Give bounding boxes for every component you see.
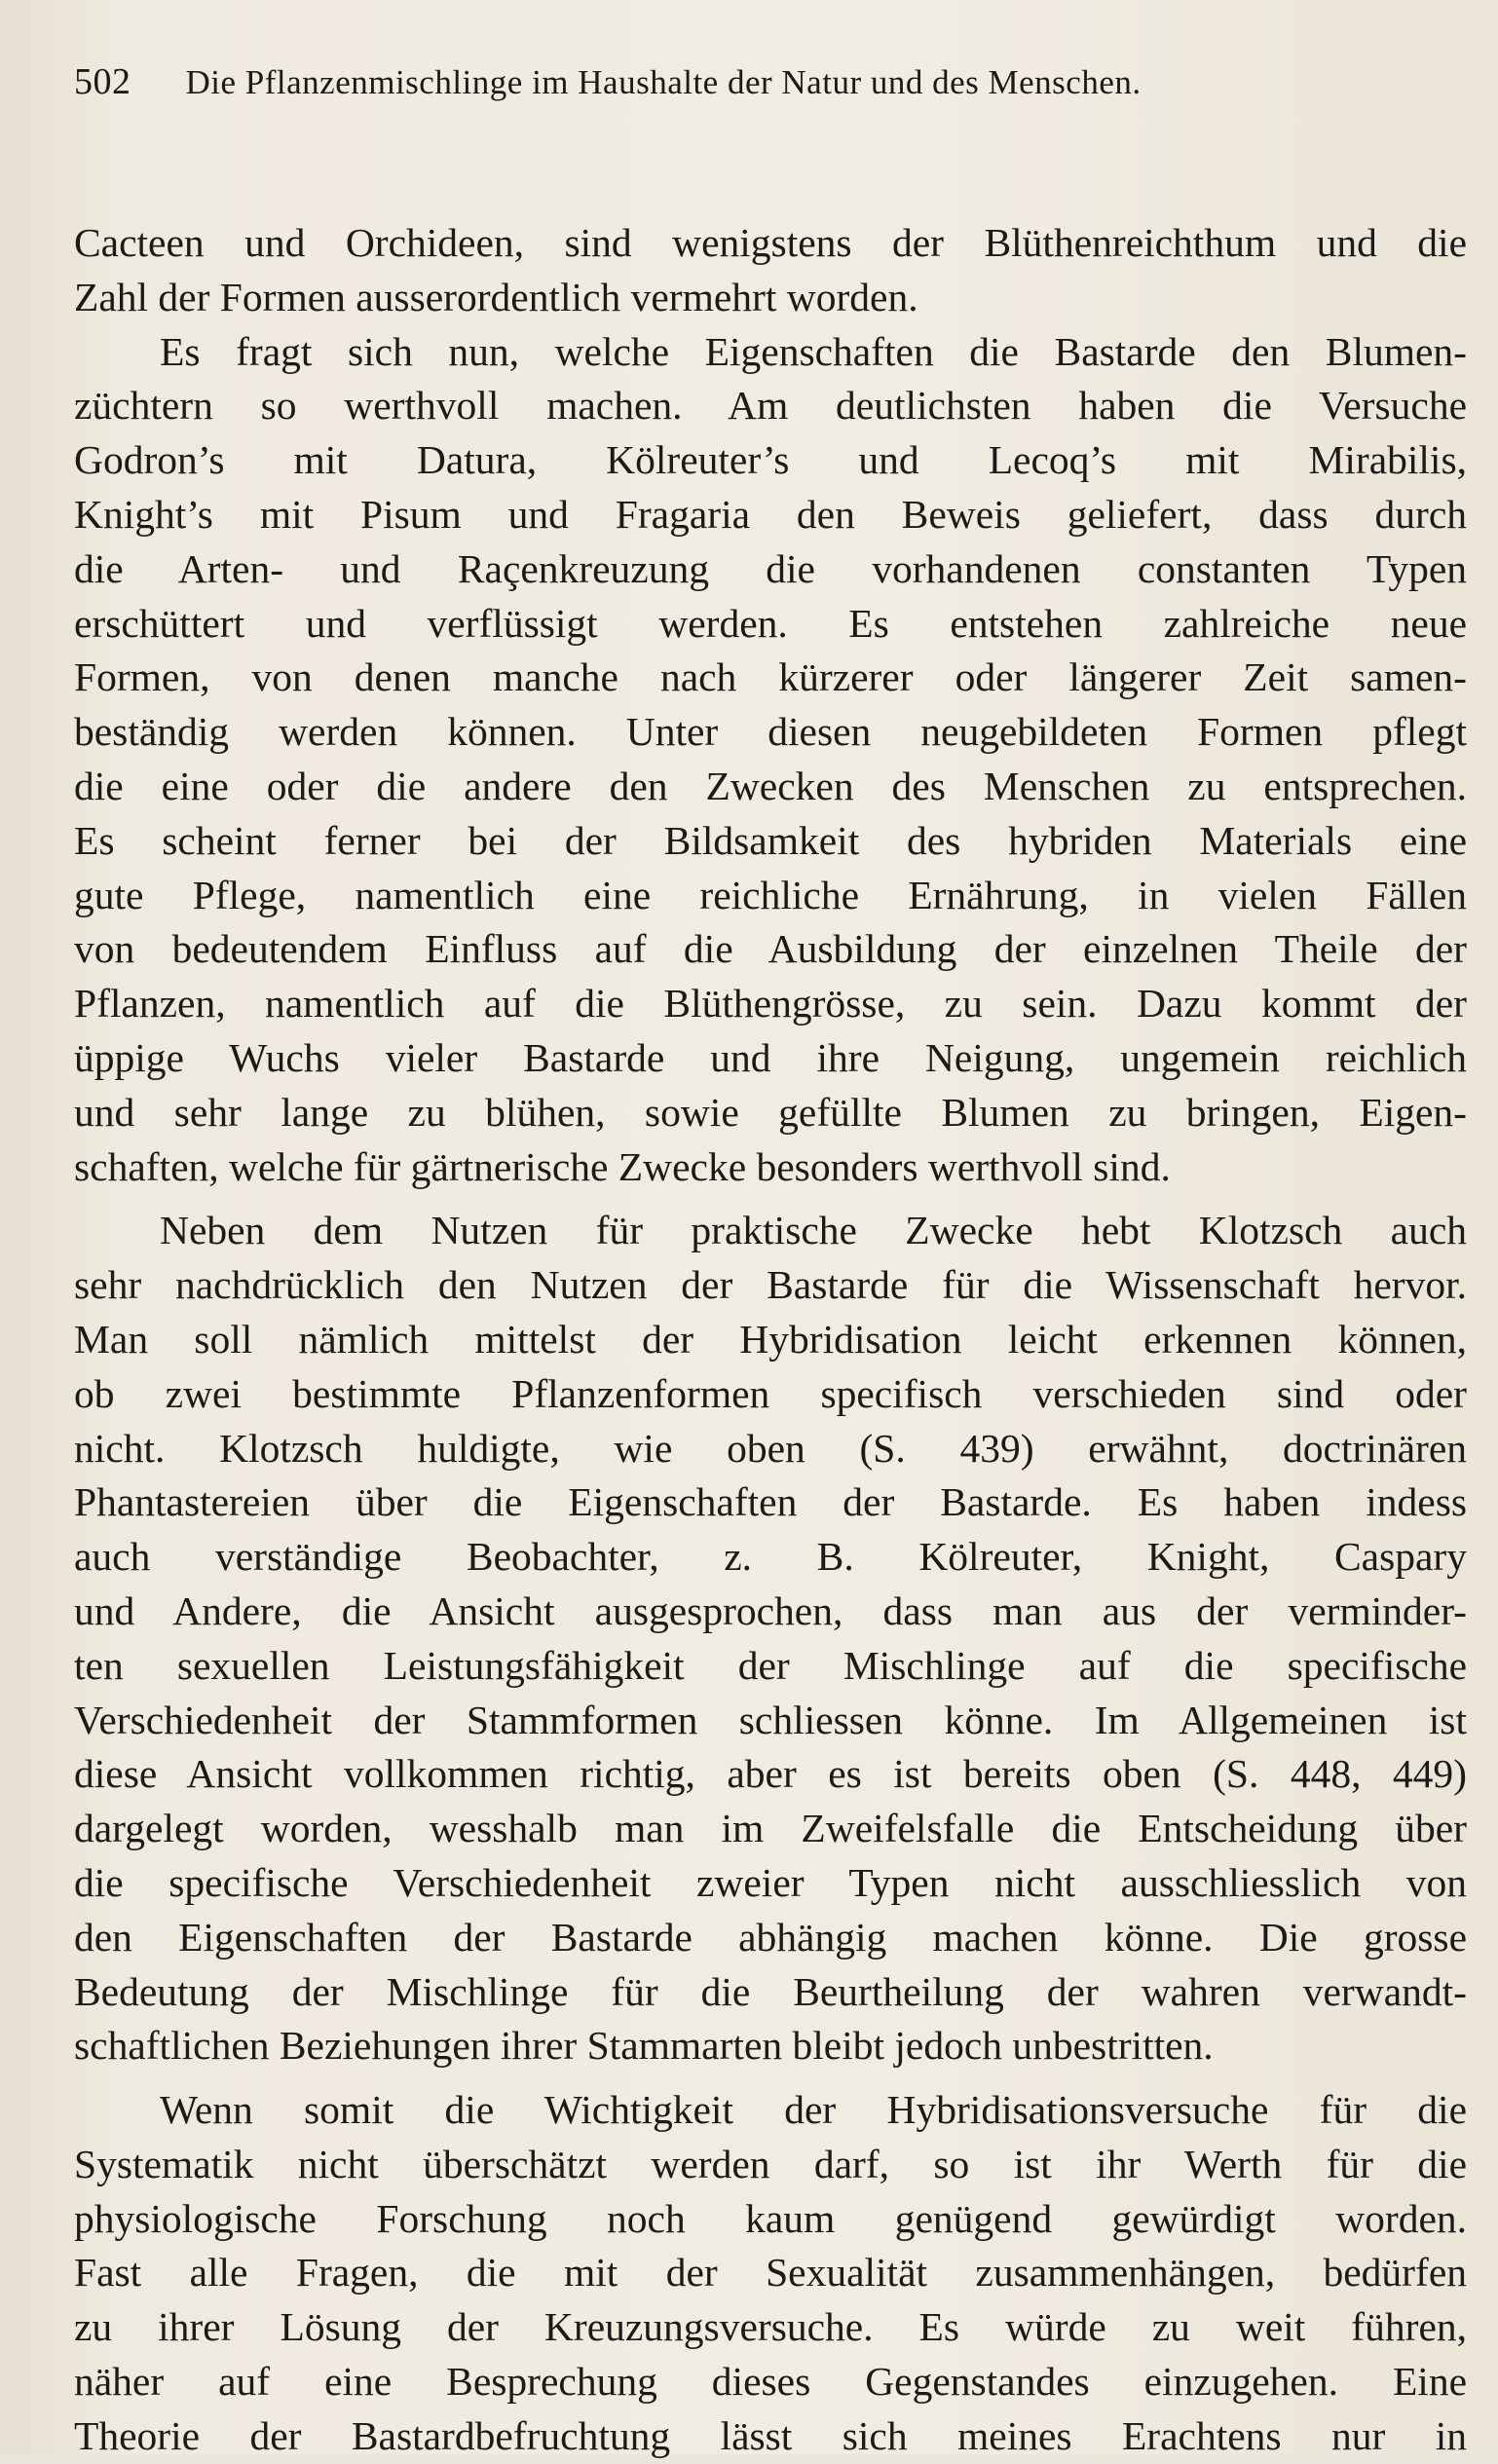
text-line: Es scheint ferner bei der Bildsamkeit des hybriden Materials eine (74, 817, 1467, 863)
text-line: Godron’s mit Datura, Kölreuter’s und Lecoq’s mit Mirabilis, (74, 437, 1467, 483)
body-text (74, 216, 1467, 2464)
text-line: nicht. Klotzsch huldigte, wie oben (S. 439) erwähnt, doctrinären (74, 1425, 1467, 1471)
text-line: die specifische Verschiedenheit zweier Typen nicht ausschliesslich von (74, 1859, 1467, 1905)
text-line: schaftlichen Beziehungen ihrer Stammarten bleibt jedoch unbestritten. (74, 2023, 1214, 2069)
paragraph (74, 1204, 1467, 2073)
text-line: Pflanzen, namentlich auf die Blüthengrösse, zu sein. Dazu kommt der (74, 981, 1467, 1027)
text-line: üppige Wuchs vieler Bastarde und ihre Neigung, ungemein reichlich (74, 1034, 1467, 1080)
text-line: und Andere, die Ansicht ausgesprochen, dass man aus der verminder- (74, 1587, 1467, 1633)
text-line: Systematik nicht überschätzt werden darf, so ist ihr Werth für die (74, 2141, 1467, 2186)
text-line: näher auf eine Besprechung dieses Gegenstandes einzugehen. Eine (74, 2359, 1467, 2405)
text-line: Man soll nämlich mittelst der Hybridisation leicht erkennen können, (74, 1316, 1467, 1362)
text-line: Formen, von denen manche nach kürzerer oder längerer Zeit samen- (74, 654, 1467, 700)
text-line: Fast alle Fragen, die mit der Sexualität zusammenhängen, bedürfen (74, 2250, 1467, 2296)
text-line: die Arten- und Raçenkreuzung die vorhandenen constanten Typen (74, 545, 1467, 591)
page-number: 502 (74, 61, 131, 102)
paragraph (74, 325, 1467, 1195)
text-line: gute Pflege, namentlich eine reichliche Ernährung, in vielen Fällen (74, 872, 1467, 917)
text-line: Verschiedenheit der Stammformen schliessen könne. Im Allgemeinen ist (74, 1697, 1467, 1742)
text-line: Neben dem Nutzen für praktische Zwecke hebt Klotzsch auch (160, 1208, 1467, 1253)
text-line: Wenn somit die Wichtigkeit der Hybridisationsversuche für die (160, 2087, 1467, 2133)
paragraph (74, 216, 1467, 325)
text-line: und sehr lange zu blühen, sowie gefüllte Blumen zu bringen, Eigen- (74, 1089, 1467, 1135)
text-line: sehr nachdrücklich den Nutzen der Bastarde für die Wissenschaft hervor. (74, 1262, 1467, 1308)
text-line: von bedeutendem Einfluss auf die Ausbildung der einzelnen Theile der (74, 926, 1467, 972)
text-line: schaften, welche für gärtnerische Zwecke besonders werthvoll sind. (74, 1143, 1171, 1189)
text-line: Cacteen und Orchideen, sind wenigstens der Blüthenreichthum und die (74, 220, 1467, 265)
text-line: züchtern so werthvoll machen. Am deutlichsten haben die Versuche (74, 383, 1467, 429)
text-line: beständig werden können. Unter diesen neugebildeten Formen pflegt (74, 709, 1467, 755)
text-line: Bedeutung der Mischlinge für die Beurtheilung der wahren verwandt- (74, 1968, 1467, 2014)
paragraph (74, 2083, 1467, 2464)
text-line: die eine oder die andere den Zwecken des Menschen zu entsprechen. (74, 763, 1467, 808)
text-line: zu ihrer Lösung der Kreuzungsversuche. Es würde zu weit führen, (74, 2304, 1467, 2350)
text-line: diese Ansicht vollkommen richtig, aber es ist bereits oben (S. 448, 449) (74, 1751, 1467, 1797)
text-line: den Eigenschaften der Bastarde abhängig machen könne. Die grosse (74, 1914, 1467, 1960)
text-line: erschüttert und verflüssigt werden. Es entstehen zahlreiche neue (74, 600, 1467, 646)
running-title: Die Pflanzenmischlinge im Haushalte der Natur und des Menschen. (185, 63, 1142, 101)
text-line: Knight’s mit Pisum und Fragaria den Beweis geliefert, dass durch (74, 491, 1467, 537)
running-head (74, 60, 1467, 129)
text-line: Theorie der Bastardbefruchtung lässt sich meines Erachtens nur in (74, 2412, 1467, 2458)
text-line: Es fragt sich nun, welche Eigenschaften die Bastarde den Blumen- (160, 328, 1467, 374)
text-line: ten sexuellen Leistungsfähigkeit der Mischlinge auf die specifische (74, 1642, 1467, 1688)
text-line: physiologische Forschung noch kaum genügend gewürdigt worden. (74, 2195, 1467, 2241)
text-line: auch verständige Beobachter, z. B. Kölreuter, Knight, Caspary (74, 1534, 1467, 1580)
text-line: dargelegt worden, wesshalb man im Zweifelsfalle die Entscheidung über (74, 1806, 1467, 1851)
text-line: ob zwei bestimmte Pflanzenformen specifisch verschieden sind oder (74, 1370, 1467, 1416)
text-line: Phantastereien über die Eigenschaften der Bastarde. Es haben indess (74, 1479, 1467, 1525)
text-line: Zahl der Formen ausserordentlich vermehrt worden. (74, 274, 918, 319)
